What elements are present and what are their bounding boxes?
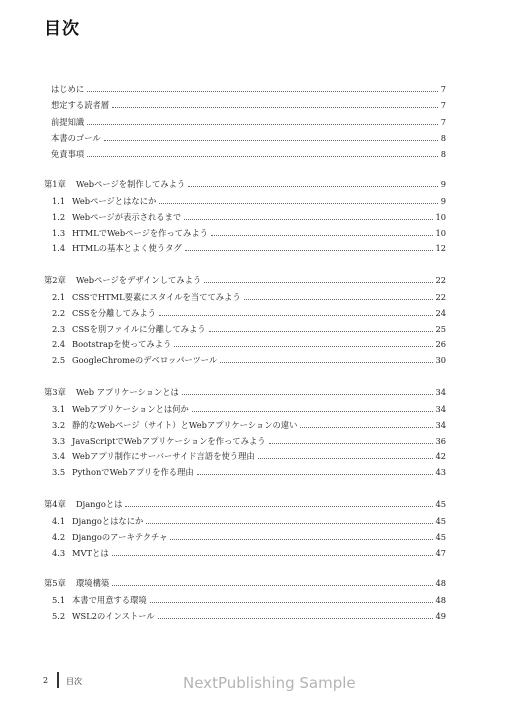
toc-entry-number: 3.5 xyxy=(52,467,66,478)
toc-entry-title: 本書で用意する環境 xyxy=(72,595,147,605)
toc-chapter-entry xyxy=(44,384,446,398)
dot-leader xyxy=(182,394,434,395)
toc-entry-title: WSL2のインストール xyxy=(72,610,155,621)
toc-section-entry xyxy=(52,336,446,350)
toc-entry-title: Webページが表示されるまで xyxy=(72,211,182,222)
toc-entry-title: はじめに xyxy=(51,84,85,94)
dot-leader xyxy=(184,219,433,220)
toc-entry-number: 第5章 xyxy=(44,578,66,588)
toc-entry-title: CSSを別ファイルに分離してみよう xyxy=(72,323,206,334)
dot-leader xyxy=(112,107,438,108)
toc-section-entry xyxy=(52,417,446,431)
toc-entry-page: 34 xyxy=(435,419,446,430)
toc-entry-page: 10 xyxy=(435,227,446,238)
dot-leader xyxy=(159,315,433,316)
toc-entry-title: Djangoとは xyxy=(76,499,123,509)
toc-entry-number: 2.2 xyxy=(52,307,66,318)
toc-front-entry xyxy=(51,114,446,128)
toc-entry-page: 9 xyxy=(440,179,446,189)
footer-label: 目次 xyxy=(66,677,82,686)
toc-entry-number: 3.1 xyxy=(52,404,66,414)
toc-entry-title: PythonでWebアプリを作る理由 xyxy=(72,467,194,478)
toc-front-entry xyxy=(51,81,446,95)
dot-leader xyxy=(87,91,438,92)
toc-entry-page: 7 xyxy=(440,100,446,111)
toc-entry-number: 4.2 xyxy=(52,531,66,542)
dot-leader xyxy=(87,124,438,125)
dot-leader xyxy=(112,585,433,586)
toc-entry-page: 26 xyxy=(435,339,446,350)
toc-entry-page: 22 xyxy=(435,275,446,285)
toc-entry-number: 3.4 xyxy=(52,451,66,462)
toc-entry-page: 8 xyxy=(440,132,446,143)
watermark: NextPublishing Sample xyxy=(183,674,356,692)
toc-section-entry xyxy=(52,513,446,527)
dot-leader xyxy=(125,506,433,507)
toc-section-entry xyxy=(52,448,446,462)
toc-entry-title: JavaScriptでWebアプリケーションを作ってみよう xyxy=(72,435,266,446)
toc-entry-number: 4.1 xyxy=(52,516,66,526)
toc-section-entry xyxy=(52,209,446,223)
toc-entry-number: 第2章 xyxy=(44,275,66,285)
toc-section-entry xyxy=(52,289,446,303)
toc-entry-title: 静的なWebページ（サイト）とWebアプリケーションの違い xyxy=(72,419,298,430)
toc-entry-number: 2.3 xyxy=(52,323,66,334)
dot-leader xyxy=(211,235,433,236)
toc-entry-title: 前提知識 xyxy=(51,116,85,127)
toc-entry-page: 42 xyxy=(435,451,446,462)
toc-entry-number: 2.1 xyxy=(52,292,66,302)
toc-entry-title: 免責事項 xyxy=(51,149,85,160)
toc-entry-title: MVTとは xyxy=(72,547,109,558)
toc-entry-title: GoogleChromeのデベロッパーツール xyxy=(72,355,218,366)
toc-entry-number: 1.4 xyxy=(52,243,66,254)
toc-entry-title: Webページとはなにか xyxy=(72,196,157,206)
toc-entry-page: 22 xyxy=(435,292,446,302)
dot-leader xyxy=(185,250,434,251)
toc-section-entry xyxy=(52,545,446,559)
toc-entry-title: Webアプリ制作にサーバーサイド言語を使う理由 xyxy=(72,451,255,462)
dot-leader xyxy=(150,602,434,603)
toc-entry-page: 49 xyxy=(435,610,446,621)
toc-entry-page: 24 xyxy=(435,307,446,318)
toc-entry-page: 10 xyxy=(435,211,446,222)
dot-leader xyxy=(158,618,434,619)
toc-entry-title: CSSでHTML要素にスタイルを当ててみよう xyxy=(72,292,241,302)
toc-chapter-entry xyxy=(44,496,446,510)
dot-leader xyxy=(159,203,438,204)
toc-section-entry xyxy=(52,225,446,239)
toc-entry-title: Webアプリケーションとは何か xyxy=(72,404,189,414)
dot-leader xyxy=(197,474,434,475)
page-title: 目次 xyxy=(44,19,80,39)
toc-front-entry xyxy=(51,97,446,111)
toc-section-entry xyxy=(52,193,446,207)
toc-section-entry xyxy=(52,321,446,335)
dot-leader xyxy=(188,186,438,187)
toc-section-entry xyxy=(52,608,446,622)
toc-chapter-entry xyxy=(44,272,446,286)
toc-entry-number: 第1章 xyxy=(44,179,66,189)
toc-entry-page: 8 xyxy=(440,149,446,160)
toc-entry-number: 1.1 xyxy=(52,196,66,206)
dot-leader xyxy=(258,458,434,459)
toc-entry-title: 環境構築 xyxy=(76,578,110,588)
toc-section-entry xyxy=(52,433,446,447)
dot-leader xyxy=(300,427,433,428)
toc-section-entry xyxy=(52,401,446,415)
toc-entry-title: Djangoのアーキテクチャ xyxy=(72,531,168,542)
dot-leader xyxy=(170,539,433,540)
toc-section-entry xyxy=(52,592,446,606)
toc-entry-number: 第4章 xyxy=(44,499,66,509)
toc-entry-page: 45 xyxy=(435,499,446,509)
dot-leader xyxy=(244,299,434,300)
dot-leader xyxy=(220,362,433,363)
toc-entry-title: Webページを制作してみよう xyxy=(76,179,186,189)
toc-entry-page: 7 xyxy=(440,116,446,127)
toc-entry-number: 第3章 xyxy=(44,387,66,397)
toc-entry-title: Bootstrapを使ってみよう xyxy=(72,339,172,350)
toc-section-entry xyxy=(52,305,446,319)
toc-entry-page: 12 xyxy=(435,243,446,254)
toc-front-entry xyxy=(51,146,446,160)
footer-divider xyxy=(57,672,59,688)
dot-leader xyxy=(104,140,438,141)
toc-entry-title: 想定する読者層 xyxy=(51,100,110,111)
toc-entry-number: 1.2 xyxy=(52,211,66,222)
toc-entry-page: 43 xyxy=(435,467,446,478)
dot-leader xyxy=(87,156,438,157)
toc-entry-number: 3.3 xyxy=(52,435,66,446)
toc-entry-page: 45 xyxy=(435,516,446,526)
dot-leader xyxy=(112,555,434,556)
toc-entry-page: 25 xyxy=(435,323,446,334)
toc-chapter-entry xyxy=(44,176,446,190)
toc-entry-page: 34 xyxy=(435,387,446,397)
toc-entry-page: 48 xyxy=(435,595,446,605)
dot-leader xyxy=(192,411,434,412)
toc-section-entry xyxy=(52,240,446,254)
toc-entry-number: 4.3 xyxy=(52,547,66,558)
toc-chapter-entry xyxy=(44,575,446,589)
toc-entry-page: 7 xyxy=(440,84,446,94)
toc-entry-title: 本書のゴール xyxy=(51,132,101,143)
dot-leader xyxy=(146,523,433,524)
toc-front-entry xyxy=(51,130,446,144)
toc-entry-number: 2.5 xyxy=(52,355,66,366)
toc-entry-number: 5.2 xyxy=(52,610,66,621)
toc-entry-page: 34 xyxy=(435,404,446,414)
toc-section-entry xyxy=(52,529,446,543)
toc-entry-page: 36 xyxy=(435,435,446,446)
toc-entry-page: 45 xyxy=(435,531,446,542)
toc-entry-page: 47 xyxy=(435,547,446,558)
dot-leader xyxy=(174,346,433,347)
dot-leader xyxy=(204,282,433,283)
toc-entry-page: 48 xyxy=(435,578,446,588)
toc-entry-title: Djangoとはなにか xyxy=(72,516,144,526)
toc-entry-page: 9 xyxy=(440,196,446,206)
footer-page-number: 2 xyxy=(43,676,49,685)
dot-leader xyxy=(209,331,434,332)
toc-entry-page: 30 xyxy=(435,355,446,366)
toc-entry-number: 3.2 xyxy=(52,419,66,430)
dot-leader xyxy=(269,443,434,444)
toc-section-entry xyxy=(52,464,446,478)
toc-entry-number: 2.4 xyxy=(52,339,66,350)
toc-entry-number: 5.1 xyxy=(52,595,66,605)
toc-entry-title: Web アプリケーションとは xyxy=(76,387,179,397)
toc-entry-title: HTMLでWebページを作ってみよう xyxy=(72,227,208,238)
toc-entry-title: HTMLの基本とよく使うタグ xyxy=(72,243,182,254)
toc-entry-number: 1.3 xyxy=(52,227,66,238)
toc-section-entry xyxy=(52,352,446,366)
toc-entry-title: CSSを分離してみよう xyxy=(72,307,156,318)
toc-entry-title: Webページをデザインしてみよう xyxy=(76,275,202,285)
